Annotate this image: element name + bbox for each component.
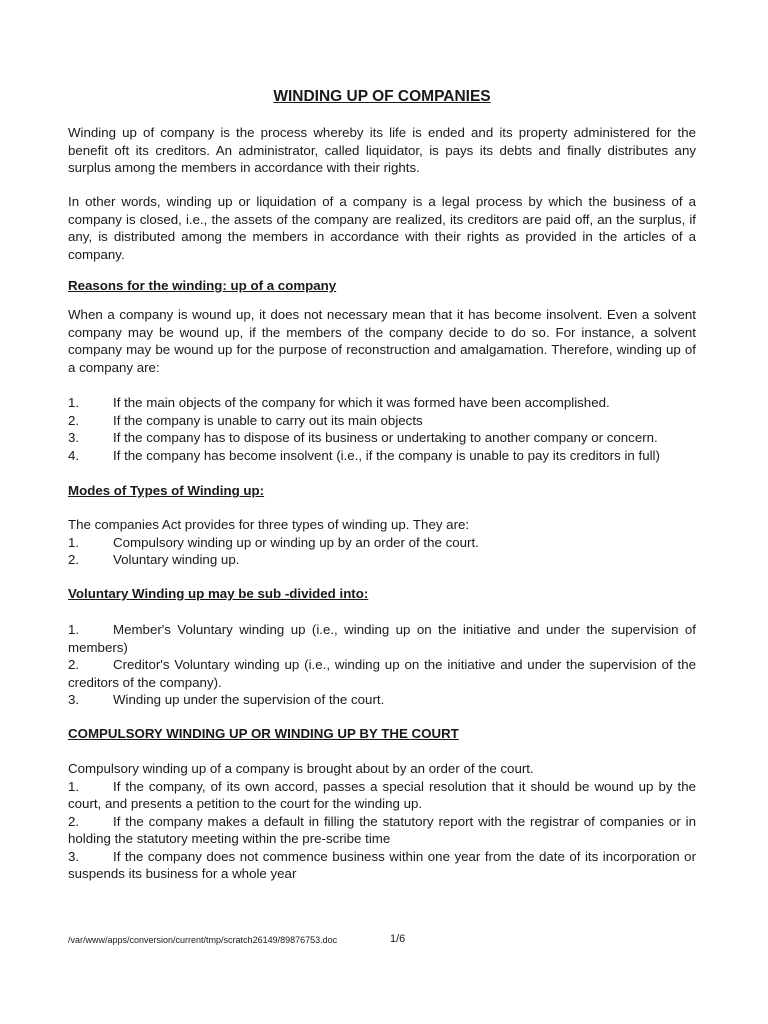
list-item: 1. If the main objects of the company for which it was formed have been accomplished. bbox=[68, 395, 610, 410]
compulsory-section: Compulsory winding up of a company is brought about by an order of the court. 1. If the company, of its own accord, passes a special resolution that it should be wound up by the court, and presents a petition to the court for the winding up. 2. If the company makes a default in filling the statutory report with the registrar of companies or in holding the statutory meeting within the pre-scribe time 3. If the company does not commence business within one year from the date of its incorporation or suspends its business for a whole year bbox=[68, 761, 696, 881]
page-title: WINDING UP OF COMPANIES bbox=[273, 88, 491, 105]
list-item: 2. If the company makes a default in filling the statutory report with the registrar of companies or in holding the statutory meeting within the pre-scribe time bbox=[68, 813, 696, 846]
reasons-heading: Reasons for the winding: up of a company bbox=[68, 278, 337, 293]
list-item: 2. Voluntary winding up. bbox=[68, 552, 240, 567]
list-item: 3. If the company has to dispose of its business or undertaking to another company or concern. bbox=[68, 430, 658, 445]
reasons-list bbox=[68, 394, 696, 464]
file-path: /var/www/apps/conversion/current/tmp/scratch26149/89876753.doc bbox=[68, 935, 338, 945]
list-item: 4. If the company has become insolvent (i.e., if the company is unable to pay its creditors in full) bbox=[68, 447, 660, 463]
list-item: 3. If the company does not commence business within one year from the date of its incorporation or suspends its business for a whole year bbox=[68, 848, 696, 881]
compulsory-heading: COMPULSORY WINDING UP OR WINDING UP BY THE COURT bbox=[68, 726, 459, 741]
voluntary-heading: Voluntary Winding up may be sub -divided into: bbox=[68, 586, 369, 601]
list-item: 2. If the company is unable to carry out its main objects bbox=[68, 412, 423, 428]
list-item: 3. Winding up under the supervision of the court. bbox=[68, 692, 385, 707]
list-item: 2. Creditor's Voluntary winding up (i.e., winding up on the initiative and under the supervision of the creditors of the company). bbox=[68, 657, 696, 690]
page-number: 1/6 bbox=[390, 933, 406, 945]
modes-heading: Modes of Types of Winding up: bbox=[68, 483, 265, 498]
page-footer bbox=[68, 933, 406, 946]
list-item: 1. Member's Voluntary winding up (i.e., winding up on the initiative and under the supervision of members) bbox=[68, 622, 696, 655]
intro-paragraph-2: In other words, winding up or liquidation of a company is a legal process by which the business of a company is closed, i.e., the assets of the company are realized, its creditors are paid off, an the surplus, if any, is distributed among the members in accordance with their rights as provided in the articles of a company. bbox=[68, 194, 696, 262]
list-item: 1. If the company, of its own accord, passes a special resolution that it should be wound up by the court, and presents a petition to the court for the winding up. bbox=[68, 778, 696, 811]
voluntary-list bbox=[68, 621, 696, 709]
list-item: 1. Compulsory winding up or winding up by an order of the court. bbox=[68, 534, 479, 550]
reasons-paragraph: When a company is wound up, it does not necessary mean that it has become insolvent. Even a solvent company may be wound up, if the members of the company decide to do so. For instance, a solvent company may be wound up for the purpose of reconstruction and amalgamation. Therefore, winding up of a company are: bbox=[68, 307, 696, 375]
intro-paragraph-1: Winding up of company is the process whereby its life is ended and its property administered for the benefit oft its creditors. An administrator, called liquidator, is pays its debts and finally distributes any surplus among the members in accordance with their rights. bbox=[68, 125, 696, 175]
modes-section: The companies Act provides for three types of winding up. They are: 1. Compulsory winding up or winding up by an order of the court. 2. Voluntary winding up. bbox=[68, 516, 696, 569]
